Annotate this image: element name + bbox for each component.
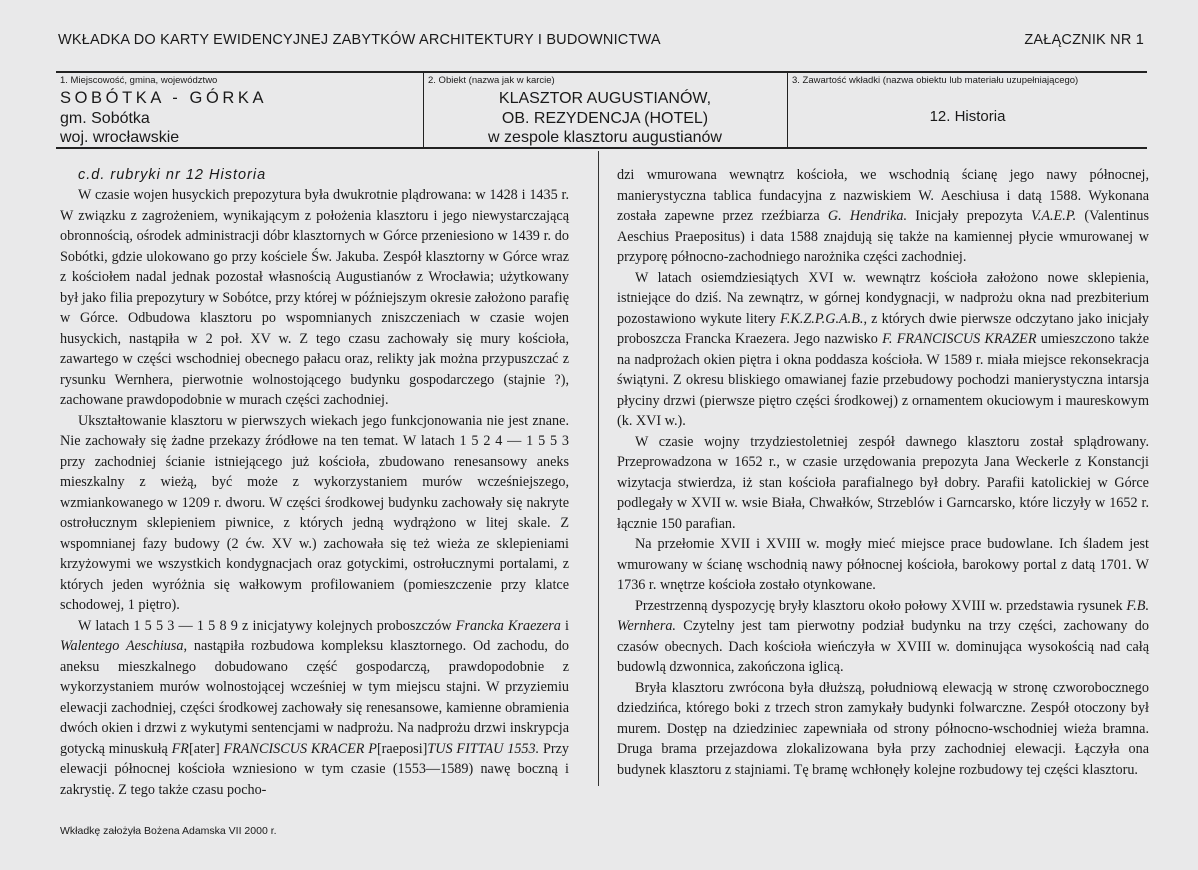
paragraph: W latach osiemdziesiątych XVI w. wewnątrz kościoła założono nowe sklepienia, istniejące do dziś. Na zewnątrz, w górnej kondygnacji, w nadprożu okna nad prezbiterium pozostawiono wykute litery F.K.Z.P.G.A.B., z których dwie pierwsze odczytano jako inicjały proboszcza Francka Kraezera. Jego nazwisko F. FRANCISCUS KRAZER umieszczono także na nadprożach okien piętra i okna poddasza kościoła. W 1589 r. miała miejsce rekonsekracja świątyni. Z okresu bliskiego omawianej fazie przebudowy pochodzi manierystyczna intarsja płyciny drzwi (pierwsze piętro części środkowej) z ornamentem okuciowym i maureskowym (k. XVI w.).: [617, 269, 1149, 429]
object-cell: [423, 73, 786, 147]
continuation-heading: c.d. rubryki nr 12 Historia: [78, 167, 267, 183]
object-name-line1: KLASZTOR AUGUSTIANÓW,: [498, 90, 712, 107]
attachment-number: ZAŁĄCZNIK NR 1: [1024, 32, 1144, 48]
object-name-line3: w zespole klasztoru augustianów: [488, 129, 722, 146]
object-label: 2. Obiekt (nazwa jak w karcie): [428, 75, 555, 86]
voivodeship: woj. wrocławskie: [60, 129, 180, 146]
paragraph: dzi wmurowana wewnątrz kościoła, we wschodnią ścianę jego nawy północnej, manierystyczna tablica fundacyjna z nazwiskiem W. Aeschiusa i datą 1588. Wykonana została zapewne przez rzeźbiarza G. Hendrika. Inicjały prepozyta V.A.E.P. (Valentinus Aeschius Praepositus) i data 1588 znajdują się także na kamiennej płycie wmurowanej w przyporę północno-zachodniego narożnika części zachodniej.: [617, 167, 1149, 265]
document-title: WKŁADKA DO KARTY EWIDENCYJNEJ ZABYTKÓW ARCHITEKTURY I BUDOWNICTWA: [58, 32, 661, 48]
page-header: [58, 32, 1144, 56]
right-text-column: [617, 165, 1149, 780]
paragraph: W czasie wojen husyckich prepozytura była dwukrotnie plądrowana: w 1428 i 1435 r. W związku z zagrożeniem, wynikającym z położenia klasztoru i jego niewystarczającą obronnością, ośrodek administracji dóbr klasztornych w Górce przeniesiono w 1439 r. do Sobótki, gdzie ulokowano go przy kościele Św. Jakuba. Zespół klasztorny w Górce wraz z kościołem nadal jednak pozostał własnością Augustianów z Wrocławia; użytkowany był jako filia prepozytury w Sobótce, przy której w późniejszym okresie założono parafię w Górce. Odbudowa klasztoru po wspomnianych zniszczeniach w czasie wojen husyckich, nastąpiła w 2 poł. XV w. Z tego czasu zachowały się mury kościoła, zawartego w części wschodniej obecnego pałacu oraz, relikty jak można przypuszczać z rysunku Wernhera, pierwotnie wolnostojącego budynku gospodarczego (stajnie ?), zachowane prawdopodobnie w murach części zachodniej.: [60, 187, 569, 408]
paragraph: Bryła klasztoru zwrócona była dłuższą, południową elewacją w stronę czworobocznego dziedzińca, którego boki z trzech stron zamykały budynki folwarczne. Zespół otoczony był murem. Dostęp na dziedziniec zapewniała od strony północno-wschodniej wieża bramna. Druga brama przejazdowa zlokalizowana była przy zachodniej elewacji. Łączyła ona budynek klasztoru z stajniami. Tę bramę wchłonęły kolejne rozbudowy tej części klasztoru.: [617, 679, 1149, 778]
municipality: gm. Sobótka: [60, 110, 150, 127]
object-name-line2: OB. REZYDENCJA (HOTEL): [501, 110, 709, 127]
content-value: 12. Historia: [929, 108, 1006, 125]
paragraph: W latach 1 5 5 3 — 1 5 8 9 z inicjatywy kolejnych proboszczów Francka Kraezera i Walentego Aeschiusa, nastąpiła rozbudowa kompleksu klasztornego. Od zachodu, do aneksu mieszkalnego dobudowano część gospodarczą, prawdopodobnie z wykorzystaniem murów wolnostojącej wcześniej w tym miejscu stajni. W przyziemiu elewacji zachodniej, części środkowej zachowały się renesansowe, kamienne obramienia dwóch okien i drzwi z wykutymi sentencjami w nadprożu. Na nadprożu drzwi inskrypcja gotycką minuskułą FR[ater] FRANCISCUS KRACER P[raeposi]TUS FITTAU 1553. Przy elewacji północnej kościoła wzniesiono w tym czasie (1553—1589) nawę boczną i zakrystię. Z tego także czasu pocho-: [60, 617, 569, 798]
paragraph: Na przełomie XVII i XVIII w. mogły mieć miejsce prace budowlane. Ich śladem jest wmurowany w ścianę wschodnią nawy północnej kościoła, barokowy portal z datą 1701. W 1736 r. wnętrze kościoła zostało otynkowane.: [617, 536, 1149, 593]
author-note: Wkładkę założyła Bożena Adamska VII 2000 r.: [60, 825, 277, 837]
column-divider: [598, 151, 599, 786]
locality-cell: [56, 73, 421, 147]
left-text-column: [60, 165, 569, 800]
metadata-table: [56, 71, 1147, 149]
content-label: 3. Zawartość wkładki (nazwa obiektu lub materiału uzupełniającego): [792, 75, 1079, 86]
paragraph: W czasie wojny trzydziestoletniej zespół dawnego klasztoru został splądrowany. Przeprowadzona w 1652 r., w czasie urzędowania prepozyta Jana Weckerle z Konstancji wizytacja stwierdza, iż stan kościoła parafialnego był dobry. Parafii katolickiej w Górce podlegały w XVII w. wsie Biała, Chwałków, Strzeblów i Garncarsko, które liczyły w 1652 r. łącznie 150 parafian.: [617, 433, 1149, 532]
paragraph: Przestrzenną dyspozycję bryły klasztoru około połowy XVIII w. przedstawia rysunek F.B. Wernhera. Czytelny jest tam pierwotny podział budynku na trzy części, zachowany do czasów obecnych. Dach kościoła wieńczyła w XVIII w. dominująca wysokością nad całą budowlą dzwonnica, zakończona iglicą.: [617, 597, 1149, 675]
content-cell: [787, 73, 1147, 147]
locality-name: SOBÓTKA - GÓRKA: [60, 89, 268, 107]
locality-label: 1. Miejscowość, gmina, województwo: [60, 75, 218, 86]
paragraph: Ukształtowanie klasztoru w pierwszych wiekach jego funkcjonowania nie jest znane. Nie zachowały się żadne przekazy źródłowe na ten temat. W latach 1 5 2 4 — 1 5 5 3 przy zachodniej ścianie istniejącego już kościoła, zbudowano renesansowy aneks mieszkalny z wieżą, być może z wykorzystaniem murów wcześniejszego, wzmiankowanego w 1209 r. dworu. W części środkowej budynku zachowały się nakryte ostrołucznym sklepieniem piwnice, z których jedną wydrążono w litej skale. Z wspomnianej fazy budowy (2 ćw. XV w.) zachowała się też wieża ze sklepieniami krzyżowymi we wszystkich kondygnacjach oraz gotyckimi, ostrołucznymi portalami, z których jeden wyróżnia się wałkowym profilowaniem (pomieszczenie przy klatce schodowej, 1 piętro).: [60, 412, 569, 613]
